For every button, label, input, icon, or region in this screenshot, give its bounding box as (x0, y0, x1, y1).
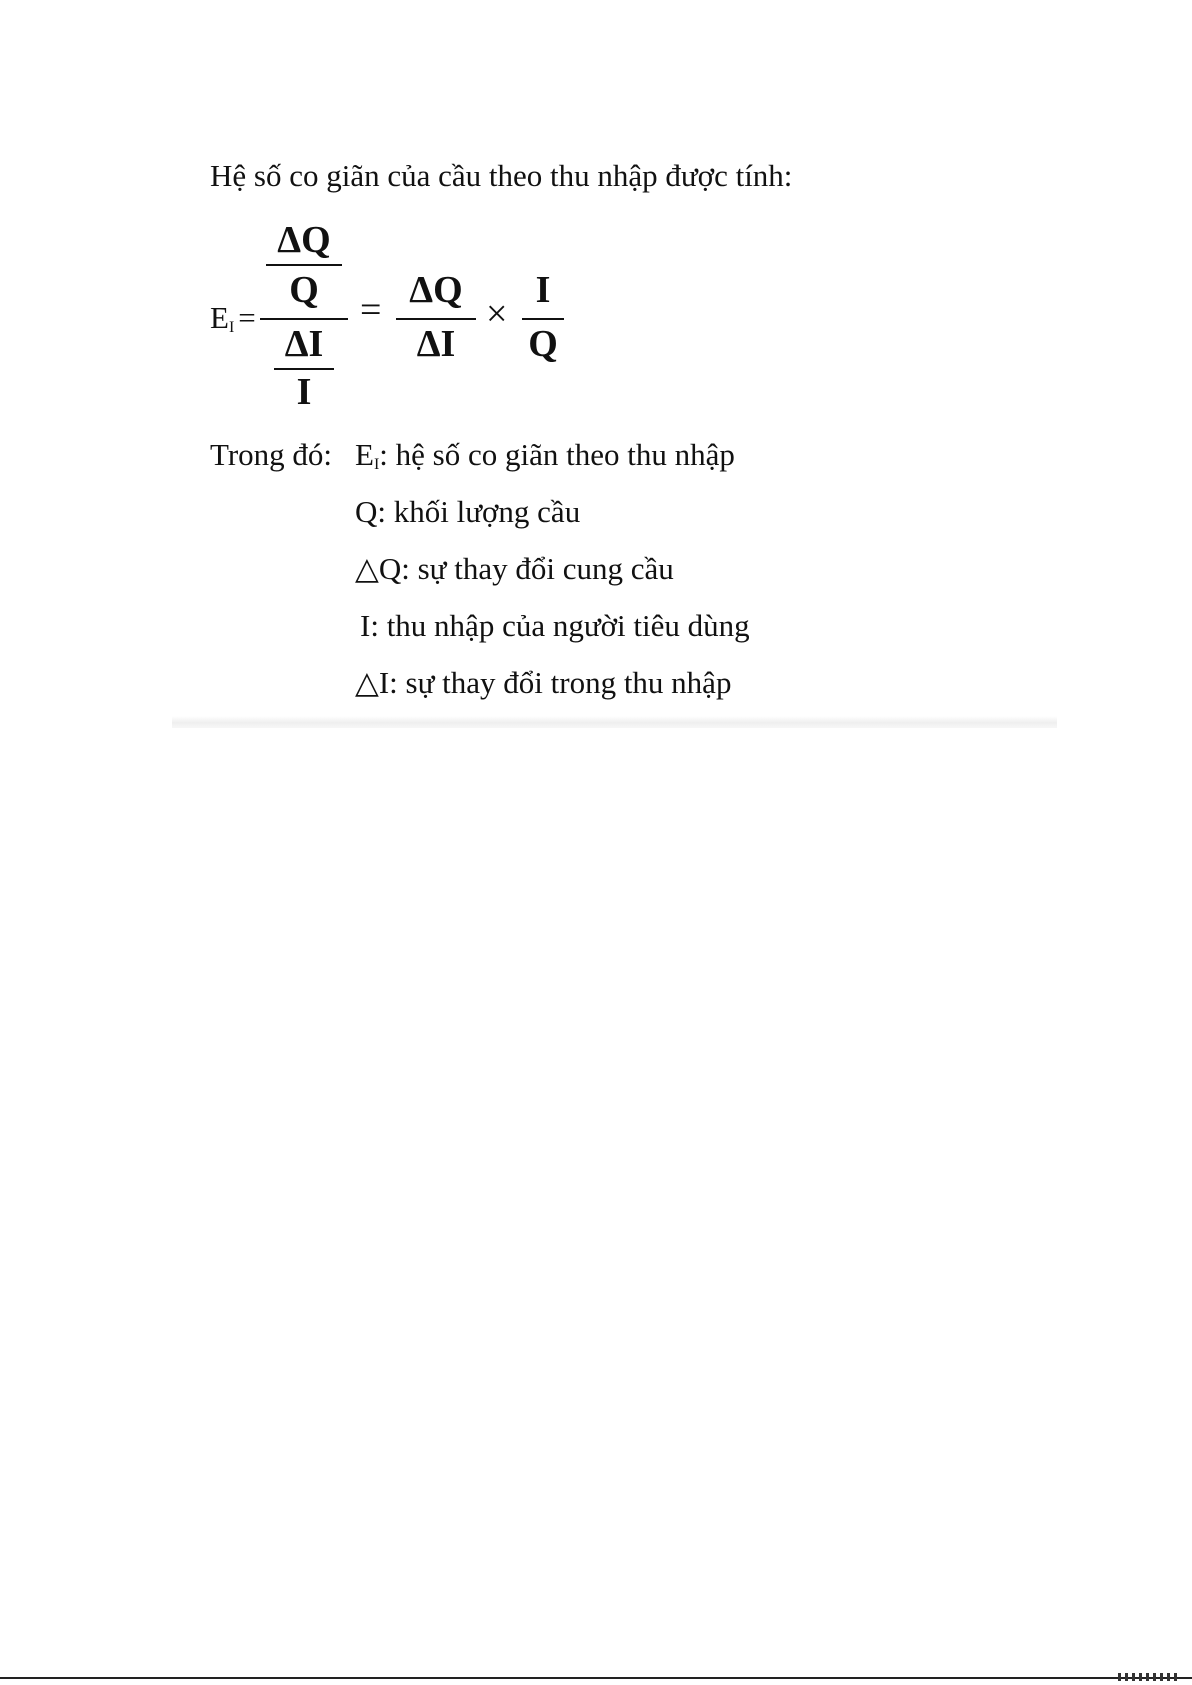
lhs-subscript: I (228, 319, 235, 336)
legend-text: : sự thay đổi cung cầu (401, 551, 674, 586)
legend-text: : khối lượng cầu (377, 494, 581, 529)
legend-symbol: Q (355, 494, 378, 529)
legend-symbol: △I (355, 665, 390, 700)
frac3-num: I (535, 269, 551, 311)
lhs-symbol: E (210, 300, 229, 335)
legend-item (355, 437, 735, 474)
legend-symbol: E (355, 437, 374, 472)
den-top: ΔI (284, 323, 324, 365)
legend-item (355, 551, 674, 587)
frac2-den: ΔI (416, 323, 456, 365)
num-bottom: Q (289, 269, 319, 311)
legend-symbol: △Q (355, 551, 402, 586)
den-bottom: I (296, 371, 312, 413)
elasticity-formula (210, 218, 610, 413)
frac2-num: ΔQ (409, 269, 463, 311)
legend-text: : sự thay đổi trong thu nhập (389, 665, 732, 700)
frac3-den: Q (528, 323, 558, 365)
legend-text: : thu nhập của người tiêu dùng (370, 608, 750, 643)
lhs-equals: = (238, 300, 256, 335)
page-bottom-marks (1118, 1673, 1180, 1681)
legend-label: Trong đó: (210, 437, 333, 472)
frac2-rule (396, 318, 476, 320)
formula-lhs (210, 300, 256, 337)
intro-text: Hệ số co giãn của cầu theo thu nhập được tính: (210, 158, 793, 193)
page-bottom-rule (0, 1677, 1192, 1679)
num-top: ΔQ (277, 219, 331, 261)
middle-equals: = (360, 289, 382, 331)
times-sign: × (486, 293, 508, 335)
legend-item (360, 608, 750, 644)
main-fraction-rule (260, 318, 348, 320)
legend-subscript: I (373, 456, 380, 473)
legend-item (355, 665, 731, 701)
legend-item (355, 494, 580, 530)
legend-text: : hệ số co giãn theo thu nhập (379, 437, 735, 472)
num-inner-rule (266, 264, 342, 266)
frac3-rule (522, 318, 564, 320)
legend-symbol: I (360, 608, 371, 643)
scan-bottom-edge (172, 716, 1057, 728)
